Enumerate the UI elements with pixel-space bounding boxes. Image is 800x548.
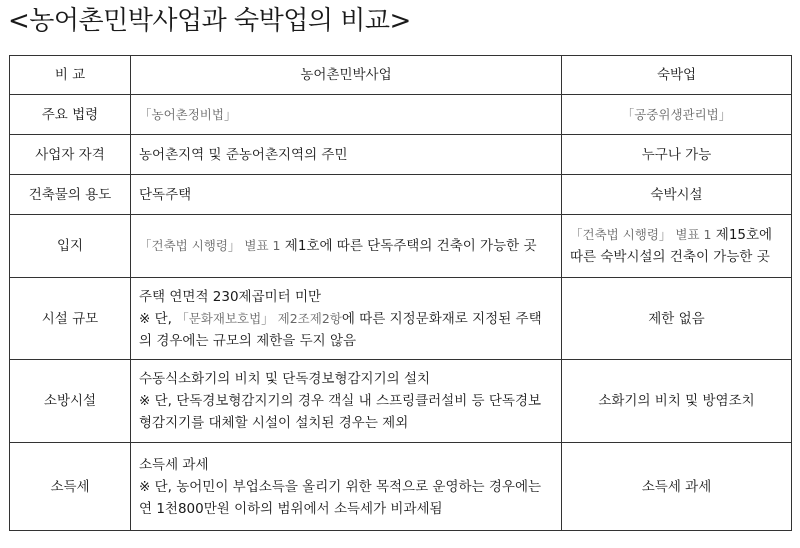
comparison-table xyxy=(9,55,792,531)
farm-stay-location-text: 제1호에 따른 단독주택의 건축이 가능한 곳 xyxy=(280,238,537,254)
farm-stay-size-note-ref: 「문화재보호법」 제2조제2항 xyxy=(176,310,342,326)
farm-stay-fire-line3: 형감지기를 대체할 시설이 설치된 경우는 제외 xyxy=(139,415,409,431)
row-label-income-tax: 소득세 xyxy=(10,443,131,531)
farm-stay-tax-line3: 연 1천800만원 이하의 범위에서 소득세가 비과세됨 xyxy=(139,500,443,517)
row-label-law: 주요 법령 xyxy=(10,95,131,135)
lodging-fire-safety: 소화기의 비치 및 방염조치 xyxy=(562,360,792,443)
lodging-location-text-2: 따른 숙박시설의 건축이 가능한 곳 xyxy=(570,249,770,265)
header-category: 비 교 xyxy=(10,56,131,95)
row-label-building-use: 건축물의 용도 xyxy=(10,175,131,215)
farm-stay-fire-line2: ※ 단, 단독경보형감지기의 경우 객실 내 스프링클러설비 등 단독경보 xyxy=(139,393,542,409)
table-row-location xyxy=(10,215,792,278)
farm-stay-operator: 농어촌지역 및 준농어촌지역의 주민 xyxy=(131,135,562,175)
table-row-fire-safety xyxy=(10,360,792,443)
lodging-building-use: 숙박시설 xyxy=(562,175,792,215)
lodging-location-ref: 「건축법 시행령」 별표 1 xyxy=(570,227,712,242)
row-label-operator: 사업자 자격 xyxy=(10,135,131,175)
farm-stay-size-note-text2: 의 경우에는 규모의 제한을 두지 않음 xyxy=(139,332,357,349)
lodging-law: 「공중위생관리법」 xyxy=(621,106,732,122)
header-farm-stay: 농어촌민박사업 xyxy=(131,56,562,95)
row-label-location: 입지 xyxy=(10,215,131,278)
table-row-law xyxy=(10,95,792,135)
farm-stay-location-ref: 「건축법 시행령」 별표 1 xyxy=(139,238,281,253)
table-row-income-tax xyxy=(10,443,792,531)
row-label-fire-safety: 소방시설 xyxy=(10,360,131,443)
page-title: <농어촌민박사업과 숙박업의 비교> xyxy=(8,6,411,36)
lodging-location-text-1: 제15호에 xyxy=(711,227,773,243)
header-lodging: 숙박업 xyxy=(562,56,792,95)
row-label-facility-size: 시설 규모 xyxy=(10,278,131,360)
farm-stay-fire-line1: 수동식소화기의 비치 및 단독경보형감지기의 설치 xyxy=(139,371,431,387)
lodging-operator: 누구나 가능 xyxy=(562,135,792,175)
farm-stay-tax-line1: 소득세 과세 xyxy=(139,456,209,473)
table-row-facility-size xyxy=(10,278,792,360)
farm-stay-building-use: 단독주택 xyxy=(131,175,562,215)
farm-stay-law: 「농어촌정비법」 xyxy=(139,106,237,122)
table-row-operator xyxy=(10,135,792,175)
farm-stay-tax-line2: ※ 단, 농어민이 부업소득을 올리기 위한 목적으로 운영하는 경우에는 xyxy=(139,478,542,495)
table-row-building-use xyxy=(10,175,792,215)
farm-stay-size-line1: 주택 연면적 230제곱미터 미만 xyxy=(139,288,322,305)
table-header-row xyxy=(10,56,792,95)
farm-stay-size-note-text1: 에 따른 지정문화재로 지정된 주택 xyxy=(341,310,542,327)
lodging-income-tax: 소득세 과세 xyxy=(562,443,792,531)
farm-stay-size-note-prefix: ※ 단, xyxy=(139,310,177,327)
lodging-facility-size: 제한 없음 xyxy=(562,278,792,360)
